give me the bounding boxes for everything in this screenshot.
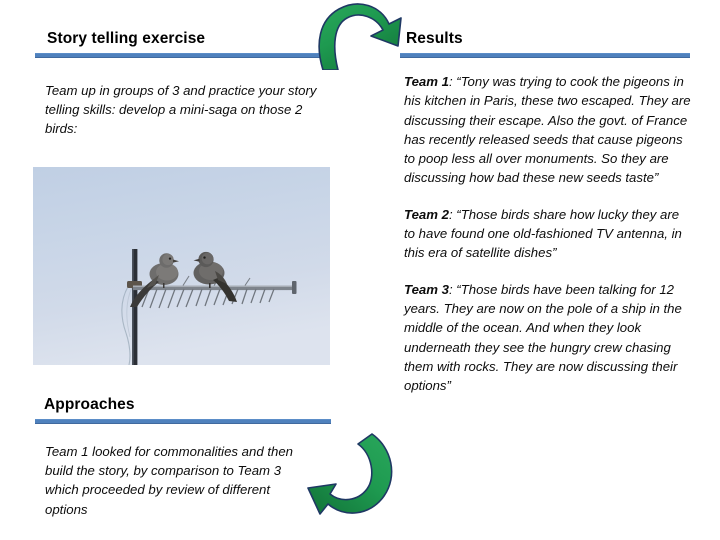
- team-quote: : “Those birds have been talking for 12 years. They are now on the pole of a ship in the middle of the ocean. And when they look underneath they see the hungry crew chasing them with rocks. They are now discussing their options”: [404, 281, 682, 394]
- result-item: [404, 72, 692, 188]
- team-quote: : “Those birds share how lucky they are to have found one old-fashioned TV antenna, in this era of satellite dishes”: [404, 206, 682, 261]
- results-list: [404, 72, 692, 395]
- team-label: Team 1: [404, 74, 449, 89]
- section-heading-results: Results: [406, 30, 463, 47]
- pigeons-on-antenna-photo: [33, 167, 330, 365]
- pigeons-on-antenna-illustration: [33, 167, 330, 365]
- team-label: Team 2: [404, 206, 449, 222]
- result-item: [404, 280, 692, 396]
- curved-arrow-left-icon: [300, 432, 410, 522]
- section-divider-approaches: [35, 419, 331, 424]
- story-telling-body-text: Team up in groups of 3 and practice your story telling skills: develop a mini-saga on those 2 birds:: [45, 83, 317, 137]
- section-divider-story-telling: [35, 53, 331, 58]
- team-quote: : “Tony was trying to cook the pigeons in his kitchen in Paris, these two escaped. They are discussing their escape. Also the govt. of France has recently released seeds that cause pigeons to poop less all over monuments. So they are discussing how bad these new seeds taste”: [404, 74, 691, 186]
- result-item: [404, 205, 692, 263]
- section-divider-results: [400, 53, 690, 58]
- approaches-body-text: Team 1 looked for commonalities and then build the story, by comparison to Team 3 which proceeded by review of different options: [45, 444, 294, 517]
- section-heading-approaches: Approaches: [44, 396, 135, 413]
- curved-arrow-left-glyph: [300, 432, 410, 522]
- curved-arrow-right-icon: [297, 0, 421, 70]
- team-label: Team 3: [404, 281, 449, 297]
- section-heading-story-telling: Story telling exercise: [47, 30, 206, 47]
- curved-arrow-right-glyph: [297, 0, 421, 70]
